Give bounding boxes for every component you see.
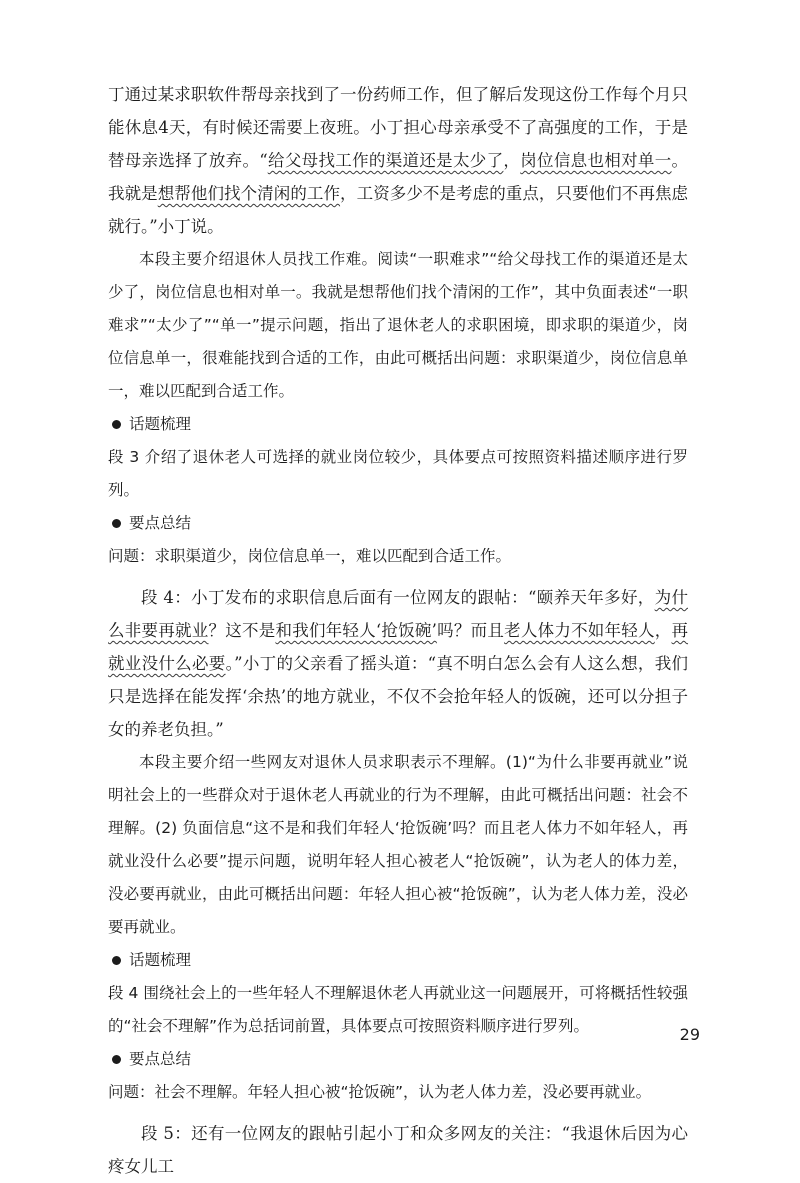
analysis-paragraph-2: 本段主要介绍一些网友对退休人员求职表示不理解。(1)“为什么非要再就业”说明社会上的一些群众对于退休老人再就业的行为不理解，由此可概括出问题：社会不理解。(2) 负面信息“这不是和我们年轻人‘抢饭碗’吗？而且老人体力不如年轻人，再就业没什么必要”提示问题，说明年轻人担心被老人“抢饭碗”，认为老人的体力差，没必要再就业，由此可概括出问题：年轻人担心被“抢饭碗”，认为老人体力差，没必要再就业。: [108, 753, 688, 936]
topic-heading: 话题梳理: [108, 944, 688, 977]
summary-heading: 要点总结: [108, 507, 688, 540]
topic-heading: 话题梳理: [108, 408, 688, 441]
page-body: [108, 78, 688, 1183]
analysis-paragraph-1: 本段主要介绍退休人员找工作难。阅读“一职难求”“给父母找工作的渠道还是太少了，岗位信息也相对单一。我就是想帮他们找个清闲的工作”，其中负面表述“一职难求”“太少了”“单一”提示问题，指出了退休老人的求职困境，即求职的渠道少，岗位信息单一，很难能找到合适的工作，由此可概括出问题：求职渠道少，岗位信息单一，难以匹配到合适工作。: [108, 250, 688, 400]
underlined-phrase: 再就业没什么必要: [108, 621, 689, 673]
underlined-phrase: 为什么非要再就业: [108, 588, 688, 640]
underlined-phrase: 给父母找工作的渠道还是太少了: [267, 151, 504, 170]
bullet-icon: [112, 1055, 121, 1064]
summary-text: 问题：社会不理解。年轻人担心被“抢饭碗”，认为老人体力差，没必要再就业。: [108, 1083, 652, 1101]
summary-heading: 要点总结: [108, 1043, 688, 1076]
underlined-phrase: 老人体力不如年轻人: [504, 621, 655, 640]
topic-text: 段 3 介绍了退休老人可选择的就业岗位较少，具体要点可按照资料描述顺序进行罗列。: [108, 448, 688, 499]
material-paragraph-3-continued: 丁通过某求职软件帮母亲找到了一份药师工作，但了解后发现这份工作每个月只能休息4天，有时候还需要上夜班。小丁担心母亲承受不了高强度的工作，于是替母亲选择了放弃。“给父母找工作的渠道还是太少了，岗位信息也相对单一。我就是想帮他们找个清闲的工作，工资多少不是考虑的重点，只要他们不再焦虑就行。”小丁说。: [108, 85, 689, 236]
bullet-icon: [112, 956, 121, 965]
topic-text: 段 4 围绕社会上的一些年轻人不理解退休老人再就业这一问题展开，可将概括性较强的“社会不理解”作为总括词前置，具体要点可按照资料顺序进行罗列。: [108, 984, 688, 1035]
material-paragraph-4: 段 4：小丁发布的求职信息后面有一位网友的跟帖：“颐养天年多好，为什么非要再就业？这不是和我们年轻人‘抢饭碗’吗？而且老人体力不如年轻人，再就业没什么必要。”小丁的父亲看了摇头道：“真不明白怎么会有人这么想，我们只是选择在能发挥‘余热’的地方就业，不仅不会抢年轻人的饭碗，还可以分担子女的养老负担。”: [108, 588, 689, 739]
underlined-phrase: 岗位信息也相对单一: [520, 151, 672, 170]
bullet-icon: [112, 519, 121, 528]
underlined-phrase: 和我们年轻人‘抢饭碗’: [275, 621, 437, 640]
material-paragraph-5: 段 5：还有一位网友的跟帖引起小丁和众多网友的关注：“我退休后因为心疼女儿工: [108, 1124, 688, 1176]
underlined-phrase: 想帮他们找个清闲的工作: [157, 184, 341, 203]
bullet-icon: [112, 420, 121, 429]
page-number: 29: [679, 1025, 700, 1044]
summary-text: 问题：求职渠道少，岗位信息单一，难以匹配到合适工作。: [108, 547, 512, 565]
